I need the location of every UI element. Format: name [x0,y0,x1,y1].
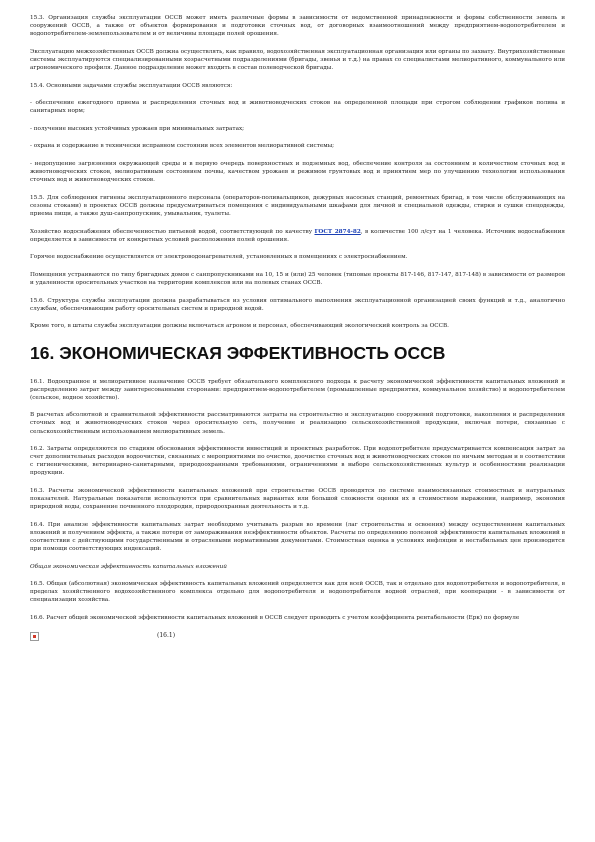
paragraph-16-2: 16.2. Затраты определяются по стадиям обоснования эффективности инвестиций и проектных разработок. При водопотребителе предусматривается компенсация затрат за счет дополнительных расходов водоочистки, связанных с мероприятиями по очистке, доочистке сточных вод и животноводческих стоков по ничьим методам и в соответствии с гигиеническими, ветеринарно-санитарными, природоохранными требованиями, ограничениями в выборе сельскохозяйственных культур и особенностями реализации продукции. [30,446,565,477]
paragraph-15-3: 15.3. Организация службы эксплуатации ОССВ может иметь различные формы в зависимости от ведомственной принадлежности и формы собственности земель и сооружений ОССВ, а также от объектов формирования и подготовки сточных вод, от договорных взаимоотношений между предприятием-водопотребителем и водопотребителем-землепользователем и от величины площади полей орошения. [30,15,565,38]
paragraph-16-4: 16.4. При анализе эффективности капитальных затрат необходимо учитывать разрыв во времени (лаг строительства и освоения) между осуществлением капитальных вложений и получением эффекта, а также потери от замораживания неэффективности объектов. Расчеты по определению полезной эффективности капитальных вложений в соответствии с действующими государственными и отраслевыми нормативными документами. Стоимостная оценка в условиях инфляции и нестабильных цен производится при помощи соответствующих индексаций. [30,521,565,553]
gost-link[interactable]: ГОСТ 2874-82 [314,228,361,235]
paragraph-operation-staff: Эксплуатацию межхозяйственных ОССВ должна осуществлять, как правило, водохозяйственная эксплуатационная организация или органы по захвату. Внутрихозяйственные системы эксплуатируются специализированными хозрасчетными подразделениями (бригады, звенья и т.д.) на правах со специалистами мелиоративного, коммунального или агрономического профиля. Данное подразделение может входить в состав полеводческой бригады. [30,48,565,71]
task-item-2: - получение высоких устойчивых урожаев при минимальных затратах; [30,125,245,132]
paragraph-staff-additional: Кроме того, в штаты службы эксплуатации должны включаться агроном и персонал, обеспечивающий экологический контроль за ОССВ. [30,323,449,330]
paragraph-calculations: В расчетах абсолютной и сравнительной эффективности рассматриваются затраты на строительство и эксплуатацию сооружений подготовки, накопления и распределения сточных вод и животноводческих стоков через оросительную сеть, получение и реализацию сельскохозяйственной продукции, включая потери, связанные с сельскохозяйственным использованием мелиоративных земель. [30,412,565,435]
section-heading: 16. ЭКОНОМИЧЕСКАЯ ЭФФЕКТИВНОСТЬ ОССВ [30,343,446,364]
subsection-title: Общая экономическая эффективность капитальных вложений [30,563,227,570]
paragraph-15-6: 15.6. Структура службы эксплуатации должна разрабатываться из условия оптимального выполнения эксплуатационной организацией своих функций и т.д., аналогично службам, обеспечивающим работу оросительных систем и природной водой. [30,297,565,312]
paragraph-16-1: 16.1. Водоохранное и мелиоративное назначение ОССВ требует обязательного комплексного подхода к расчету экономической эффективности капитальных вложений и распределению затрат между заинтересованными сторонами: предприятием-водопотребителем (промышленные предприятия, коммунальное хозяйство) и водопотребителем (сельское, водное хозяйство). [30,378,565,401]
task-item-4: - недопущение загрязнения окружающей среды и в первую очередь поверхностных и подземных вод, обеспечение контроля за состоянием и количеством сточных вод и животноводческих стоков, мелиоративным состоянием почвы, качеством урожаев и режимом грунтовых вод и принятием мер по улучшению технологии использования сточных вод и животноводческих стоков. [30,161,565,184]
formula-number: (16.1) [157,631,176,639]
paragraph-15-5: 15.5. Для соблюдения гигиены эксплуатационного персонала (операторов-поливальщиков, дежурных насосных станций, ремонтных бригад, в том числе обслуживающих на сезоны стоками) в проектах ОССВ должны предусматриваться помещения с индивидуальными шкафами для личной и специальной одежды, стирки и сушки спецодежды, приема пищи, а также душ-санпропускник, умывальник, туалеты. [30,194,565,217]
paragraph-15-4: 15.4. Основными задачами службы эксплуатации ОССВ являются: [30,82,233,89]
task-item-3: - охрана и содержание в технически исправном состоянии всех элементов мелиоративной системы; [30,143,335,150]
paragraph-premises: Помещения устраиваются по типу бригадных домов с санпропускниками на 10, 15 и (или) 25 человек (типовые проекты 817-146, 817-147, 817-148) в зависимости от размеров и удаленности оросительных участков на территории комплексов или на полевых станах ОССВ. [30,271,565,286]
formula-row [30,632,565,641]
paragraph-16-3: 16.3. Расчеты экономической эффективности капитальных вложений при строительстве ОССВ проводятся по системе взаимосвязанных стоимостных и натуральных показателей. Натуральные показатели используются при сравнительных вариантах или большой сложности оценки их в стоимостном выражении, например, экономия природной воды, сохранение почвенного плодородия, природоохранная деятельность и т.д. [30,488,565,511]
task-item-1: - обеспечение ежегодного приема и распределения сточных вод и животноводческих стоков на определенной площади при строгом соблюдении графиков полива и санитарных норм; [30,100,565,115]
paragraph-hot-water: Горячее водоснабжение осуществляется от электроводонагревателей, установленных в помещениях с электроснабжением. [30,254,408,261]
paragraph-16-6: 16.6. Расчет общей экономической эффективности капитальных вложений в ОССВ следует проводить с учетом коэффициента рентабельности (Ерк) по формуле [30,615,520,622]
paragraph-water-supply [30,228,565,244]
broken-image-icon [30,632,39,641]
water-text-after: , в количестве 100 л/сут на 1 человека. Источник водоснабжения определяется в зависимости от конкретных условий расположения полей орошения. [30,228,565,243]
paragraph-16-5: 16.5. Общая (абсолютная) экономическая эффективность капитальных вложений определяется как для всей ОССВ, так и отдельно для водопотребителя и водопотребителя, в пределах хозяйственного водохозяйственного комплекса отдельно для водопотребителя и водопотребителя водной отраслей, при кооперации - в зависимости от специализации хозяйства. [30,581,565,604]
water-text-before: Хозяйство водоснабжения обеспеченностью питьевой водой, соответствующей по качеству [30,228,315,235]
